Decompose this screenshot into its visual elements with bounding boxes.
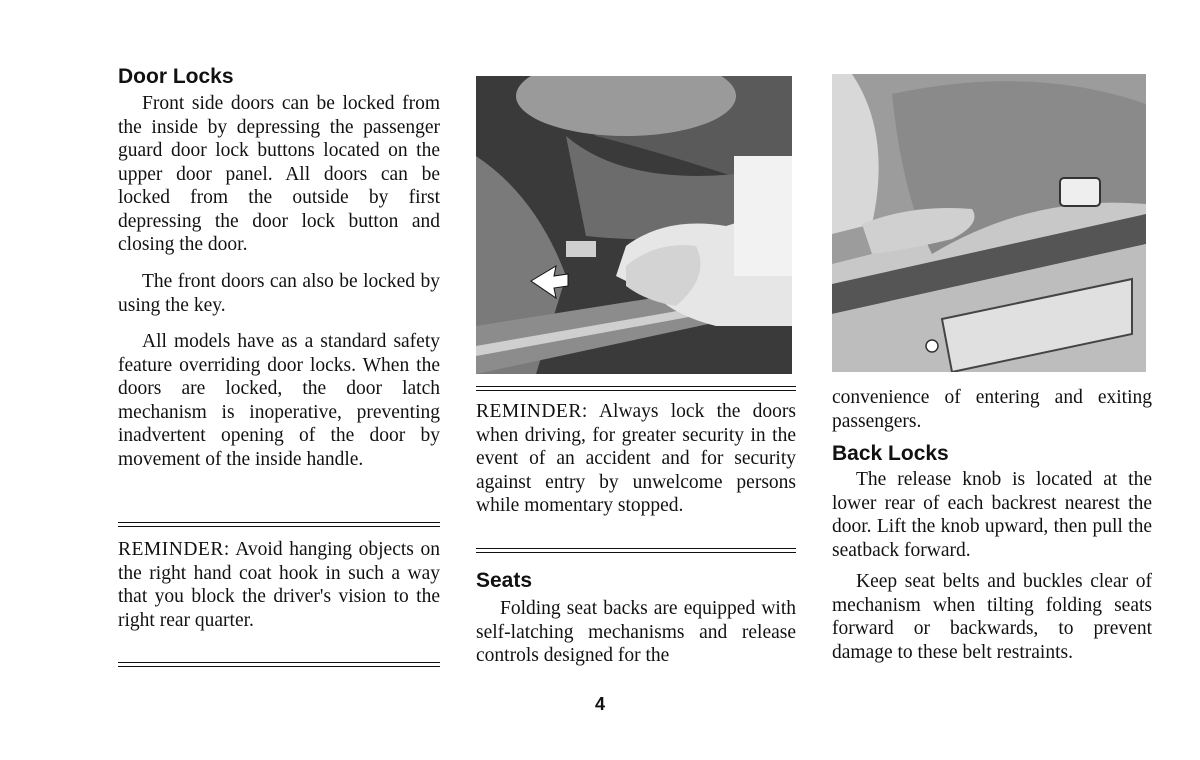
door-lock-photo-illustration: [476, 76, 792, 374]
reminder-top-rule: [118, 522, 440, 527]
back-lock-photo-illustration: [832, 74, 1146, 372]
reminder-label: REMINDER:: [476, 401, 588, 422]
door-locks-paragraph-3: All models have as a standard safety feature overriding door locks. When the doors are locked, the door latch mechanism is inoperative, preventing inadvertent opening of the door by movement of the inside handle.: [118, 331, 440, 470]
back-lock-photo: [832, 74, 1146, 372]
seats-paragraph-1: Folding seat backs are equipped with self-latching mechanisms and release controls designed for the: [476, 598, 796, 666]
reminder-bottom-rule: [118, 662, 440, 667]
door-locks-paragraph-1: Front side doors can be locked from the inside by depressing the passenger guard door lock buttons located on the upper door panel. All doors can be locked from the outside by first depressing the door lock button and closing the door.: [118, 93, 440, 255]
page-number: 4: [594, 694, 605, 714]
back-locks-heading: Back Locks: [832, 442, 949, 465]
reminder-label: REMINDER:: [118, 539, 230, 560]
reminder-box-middle: [476, 400, 796, 518]
reminder-top-rule: [476, 386, 796, 391]
reminder-box-left: [118, 538, 440, 632]
back-locks-paragraph-2: Keep seat belts and buckles clear of mechanism when tilting folding seats forward or backwards, to prevent damage to these belt restraints.: [832, 571, 1152, 663]
door-lock-photo: [476, 76, 792, 374]
reminder-bottom-rule: [476, 548, 796, 553]
door-locks-heading: Door Locks: [118, 65, 234, 88]
seats-heading: Seats: [476, 569, 533, 592]
reminder-text: Always lock the doors when driving, for greater security in the event of an accident and for security against entry by unwelcome persons while momentary stopped.: [476, 401, 796, 516]
door-locks-paragraph-2: The front doors can also be locked by using the key.: [118, 271, 440, 316]
back-locks-paragraph-1: The release knob is located at the lower rear of each backrest nearest the door. Lift the knob upward, then pull the seatback forward.: [832, 469, 1152, 561]
reminder-text: Avoid hanging objects on the right hand coat hook in such a way that you block the driver's vision to the right rear quarter.: [118, 539, 440, 631]
seats-paragraph-continuation: convenience of entering and exiting passengers.: [832, 387, 1152, 432]
